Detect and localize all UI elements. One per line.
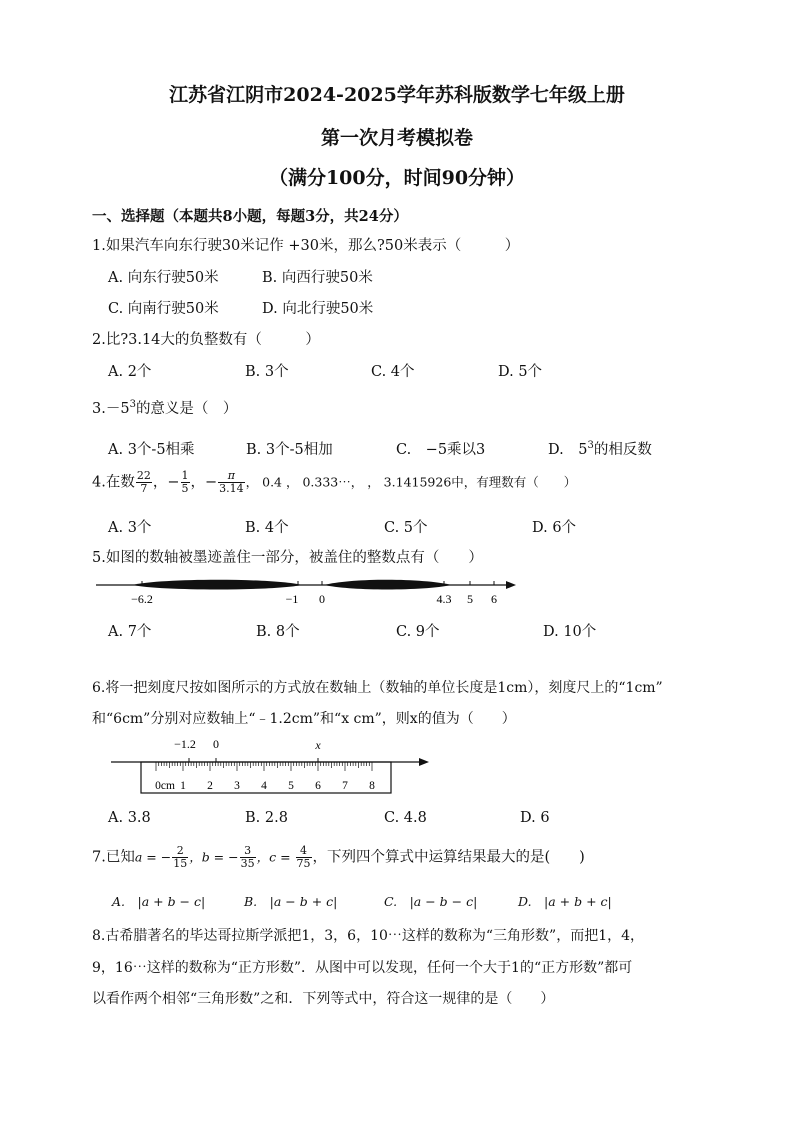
axis-arrow [506, 581, 516, 589]
q4-option-a: A. 3个 [108, 520, 152, 536]
q5-option-a: A. 7个 [108, 624, 152, 640]
q5-option-b: B. 8个 [256, 624, 300, 640]
q8-stem-line2: 9，16⋯这样的数称为“正方形数”．从图中可以发现，任何一个大于1的“正方形数”都可 [92, 960, 633, 976]
exam-info: （满分100分，时间90分钟） [268, 167, 526, 189]
q5-number-line-figure [92, 572, 522, 610]
exam-subtitle: 第一次月考模拟卷 [320, 127, 473, 149]
q1-option-d: D. 向北行驶50米 [262, 301, 374, 317]
axis-arrow [419, 758, 429, 766]
fraction-pi-3-14: $\frac{\pi}{3.14}$ [219, 469, 244, 495]
q7-option-d: D. |a + b + c| [518, 894, 612, 909]
q7-option-b: B. |a − b + c| [244, 894, 338, 909]
ink-blot-left [132, 580, 302, 590]
q7-option-c: C. |a − b − c| [384, 894, 478, 909]
q5-option-d: D. 10个 [543, 624, 597, 640]
q7-stem: 7.已知a = − $\frac{2}{15}$ ，b = − $\frac{3}{35}$ ，c = $\frac{4}{75}$ ，下列四个算式中运算结果最大的是( ) [92, 844, 585, 870]
q2-option-b: B. 3个 [245, 364, 289, 380]
q2-option-d: D. 5个 [498, 364, 543, 380]
q6-option-a: A. 3.8 [108, 810, 151, 826]
q4-option-b: B. 4个 [245, 520, 289, 536]
q4-stem: 4.在数 $\frac{22}{7}$ ，− $\frac{1}{5}$ ，− $\frac{\pi}{3.14}$ ， 0.4 ， 0.333⋯， ， 3.1415926中，有理数有（ ） [92, 469, 577, 495]
q1-option-a: A. 向东行驶50米 [108, 270, 219, 286]
q3-stem: $3.-5^3$的意义是（ ） [92, 399, 238, 417]
section-heading: 一、选择题（本题共8小题，每题3分，共24分） [92, 208, 408, 225]
label-5: 5 [467, 592, 473, 606]
ruler-label-0: 0cm [155, 780, 175, 792]
fraction-22-7: $\frac{22}{7}$ [136, 469, 151, 495]
q6-option-b: B. 2.8 [245, 810, 288, 826]
ruler-ticks [156, 762, 372, 771]
q2-option-a: A. 2个 [108, 364, 152, 380]
q2-stem: 2.比?3.14大的负整数有（ ） [92, 332, 320, 348]
q6-ruler-figure [105, 733, 435, 797]
label-0: 0 [213, 737, 219, 751]
q8-stem-line1: 8.古希腊著名的毕达哥拉斯学派把1，3，6，10⋯这样的数称为“三角形数”，而把1，4， [92, 928, 645, 944]
exam-title: 江苏省江阴市2024-2025学年苏科版数学七年级上册 [169, 84, 625, 106]
fraction-1-5: $\frac{1}{5}$ [181, 469, 189, 495]
ruler-label-4: 4 [261, 780, 267, 792]
q3-option-d: D. $5^3$的相反数 [548, 440, 652, 458]
ruler-label-3: 3 [234, 780, 240, 792]
ruler-label-2: 2 [207, 780, 213, 792]
ruler-label-6: 6 [315, 780, 321, 792]
q2-option-c: C. 4个 [371, 364, 415, 380]
q5-stem: 5.如图的数轴被墨迹盖住一部分，被盖住的整数点有（ ） [92, 550, 483, 566]
label-x: x [315, 738, 321, 752]
label-4-3: 4.3 [436, 592, 452, 606]
q6-stem-line1: 6.将一把刻度尺按如图所示的方式放在数轴上（数轴的单位长度是1cm），刻度尺上的“1cm” [92, 680, 663, 696]
label-0: 0 [319, 592, 325, 606]
q6-stem-line2: 和“6cm”分别对应数轴上“﹣1.2cm”和“x cm”，则x的值为（ ） [92, 711, 516, 727]
q6-option-c: C. 4.8 [384, 810, 427, 826]
q4-option-d: D. 6个 [532, 520, 577, 536]
fraction-c: $\frac{4}{75}$ [296, 844, 311, 870]
q3-option-a: A. 3个-5相乘 [108, 442, 195, 458]
ink-blot-right [324, 580, 452, 590]
q8-stem-line3: 以看作两个相邻“三角形数”之和．下列等式中，符合这一规律的是（ ） [92, 991, 555, 1007]
fraction-a: $\frac{2}{15}$ [173, 844, 188, 870]
q3-option-b: B. 3个-5相加 [246, 442, 333, 458]
q3-option-c: C. −5乘以3 [396, 442, 486, 458]
label-neg-6-2: −6.2 [131, 592, 153, 606]
ruler-label-5: 5 [288, 780, 294, 792]
ruler-label-8: 8 [369, 780, 375, 792]
label-neg-1: −1 [285, 592, 299, 606]
q6-option-d: D. 6 [520, 810, 550, 826]
q5-option-c: C. 9个 [396, 624, 440, 640]
q1-stem: 1.如果汽车向东行驶30米记作 +30米，那么?50米表示（ ） [92, 238, 520, 254]
ruler-label-1: 1 [180, 780, 186, 792]
ruler-label-7: 7 [342, 780, 348, 792]
label-6: 6 [491, 592, 497, 606]
fraction-b: $\frac{3}{35}$ [240, 844, 255, 870]
q4-option-c: C. 5个 [384, 520, 428, 536]
q7-option-a: A. |a + b − c| [112, 894, 206, 909]
q1-option-b: B. 向西行驶50米 [262, 270, 373, 286]
label-neg-1-2: −1.2 [174, 737, 196, 751]
q1-option-c: C. 向南行驶50米 [108, 301, 219, 317]
